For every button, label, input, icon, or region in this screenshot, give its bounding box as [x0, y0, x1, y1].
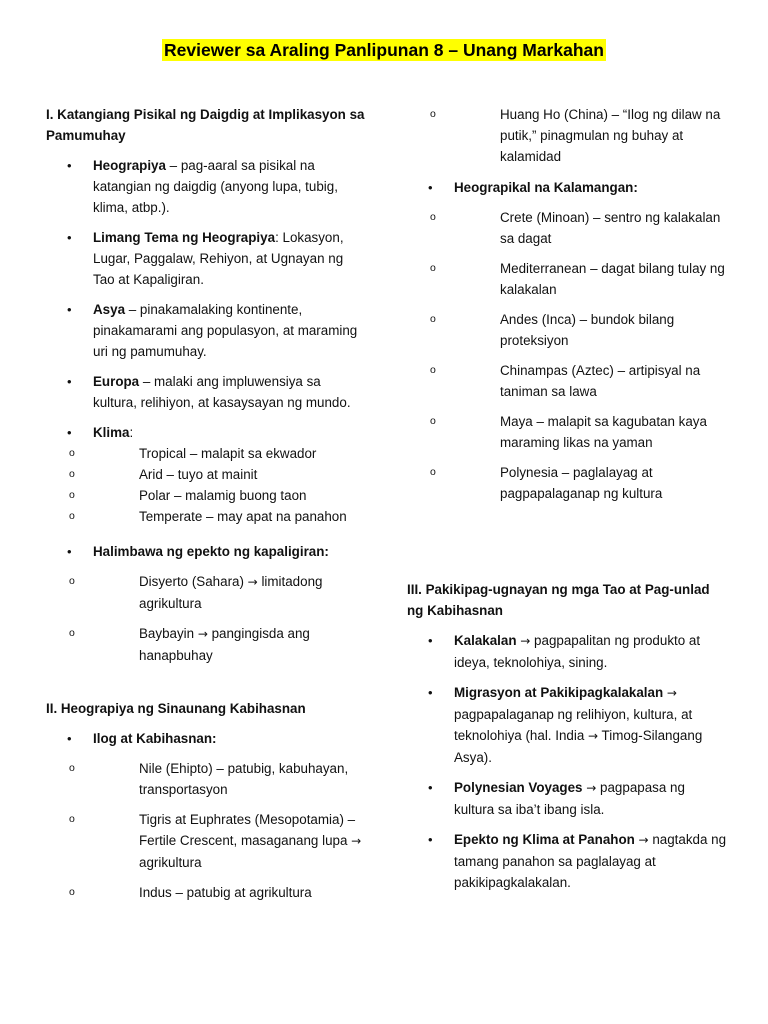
sub-item-text: pangingisda ang hanapbuhay [139, 626, 310, 663]
bullet-term: Asya [93, 302, 126, 317]
sub-item [46, 623, 366, 666]
bullet-term: Europa [93, 374, 140, 389]
bullet-text: pagpapalaganap ng relihiyon, kultura, at teknolohiya (hal. India [454, 707, 693, 743]
sub-item-text: Huang Ho (China) – “Ilog ng dilaw na putik,” pinagmulan ng buhay at kalamidad [500, 107, 721, 164]
bullet-term: Heograpikal na Kalamangan: [454, 180, 638, 195]
page-title-text: Reviewer sa Araling Panlipunan 8 – Unang Markahan [164, 40, 604, 60]
sub-item-text: Chinampas (Aztec) – artipisyal na taniman sa lawa [500, 363, 701, 399]
bullet-term: Limang Tema ng Heograpiya [93, 230, 276, 245]
sub-item-text: Maya – malapit sa kagubatan kaya maraming likas na yaman [500, 414, 707, 450]
sub-item [407, 207, 727, 249]
sub-item [46, 464, 366, 485]
arrow-icon: → [586, 781, 597, 795]
bullet-item [46, 155, 366, 218]
bullet-list [407, 177, 727, 504]
sub-item [46, 758, 366, 800]
bullet-term: Kalakalan [454, 633, 517, 648]
sub-item-text: Mediterranean – dagat bilang tulay ng kalakalan [500, 261, 725, 297]
sub-item [407, 104, 727, 167]
bullet-term: Klima [93, 425, 130, 440]
arrow-icon: → [638, 833, 649, 847]
sub-item-text: Tigris at Euphrates (Mesopotamia) – Fertile Crescent, masaganang lupa [139, 812, 356, 848]
sub-item [46, 506, 366, 527]
sub-item [46, 809, 366, 873]
sub-list [407, 207, 727, 504]
bullet-item [407, 829, 727, 893]
bullet-item-halimbawa [46, 541, 366, 666]
bullet-item-klima [46, 422, 366, 527]
arrow-icon: → [520, 634, 531, 648]
sub-item-text: Temperate – may apat na panahon [139, 509, 347, 524]
sub-item-text: Baybayin [139, 626, 198, 641]
bullet-text: pagpapalitan ng produkto at ideya, teknolohiya, sining. [454, 633, 701, 670]
arrow-icon: → [666, 686, 677, 700]
arrow-icon: → [197, 627, 208, 641]
bullet-term: Ilog at Kabihasnan: [93, 731, 217, 746]
sub-item-text: Arid – tuyo at mainit [139, 467, 258, 482]
bullet-text: Timog-Silangang Asya). [454, 728, 703, 765]
sub-item-text: Polar – malamig buong taon [139, 488, 307, 503]
bullet-text: : Lokasyon, Lugar, Paggalaw, Rehiyon, at Ugnayan ng Tao at Kapaligiran. [93, 230, 344, 287]
bullet-term: Heograpiya [93, 158, 166, 173]
bullet-list [407, 630, 727, 893]
arrow-icon: → [247, 575, 258, 589]
bullet-text: – pag-aaral sa pisikal na katangian ng daigdig (anyong lupa, tubig, klima, atbp.). [93, 158, 338, 215]
section-heading: III. Pakikipag-ugnayan ng mga Tao at Pag-unlad ng Kabihasnan [407, 582, 710, 618]
page-title [0, 40, 768, 61]
sub-item [407, 360, 727, 402]
bullet-text: – malaki ang impluwensiya sa kultura, relihiyon, at kasaysayan ng mundo. [93, 374, 351, 410]
bullet-text: nagtakda ng tamang panahon sa paglalayag at pakikipagkalakalan. [454, 832, 727, 890]
sub-item [46, 571, 366, 614]
sub-item [407, 462, 727, 504]
bullet-item [46, 299, 366, 362]
bullet-item [407, 777, 727, 820]
bullet-item [46, 371, 366, 413]
sub-list [407, 104, 727, 167]
sub-item [407, 258, 727, 300]
sub-item [407, 411, 727, 453]
bullet-item [46, 227, 366, 290]
sub-item-text: Tropical – malapit sa ekwador [139, 446, 317, 461]
section-heading: II. Heograpiya ng Sinaunang Kabihasnan [46, 701, 306, 716]
sub-list [46, 443, 366, 527]
sub-item [46, 443, 366, 464]
sub-item-text: Polynesia – paglalayag at pagpapalaganap ng kultura [500, 465, 663, 501]
sub-item-text: Crete (Minoan) – sentro ng kalakalan sa dagat [500, 210, 721, 246]
bullet-list [46, 155, 366, 666]
bullet-term: Migrasyon at Pakikipagkalakalan [454, 685, 664, 700]
bullet-item [407, 630, 727, 673]
sub-item [407, 309, 727, 351]
bullet-term: Halimbawa ng epekto ng kapaligiran: [93, 544, 329, 559]
sub-item [46, 485, 366, 506]
bullet-text: : [129, 425, 134, 440]
bullet-term: Polynesian Voyages [454, 780, 583, 795]
right-column [407, 104, 727, 893]
bullet-term: Epekto ng Klima at Panahon [454, 832, 635, 847]
sub-item-text: Andes (Inca) – bundok bilang proteksiyon [500, 312, 675, 348]
bullet-text: pagpapasa ng kultura sa iba’t ibang isla. [454, 780, 685, 817]
sub-list [46, 758, 366, 903]
sub-item-text: Indus – patubig at agrikultura [139, 885, 312, 900]
sub-item-text: agrikultura [139, 855, 202, 870]
sub-item-text: Nile (Ehipto) – patubig, kabuhayan, transportasyon [139, 761, 349, 797]
arrow-icon: → [351, 834, 362, 848]
bullet-item-ilog [46, 728, 366, 903]
section-heading: I. Katangiang Pisikal ng Daigdig at Implikasyon sa Pamumuhay [46, 107, 365, 143]
left-column [46, 104, 366, 903]
sub-item [46, 882, 366, 903]
arrow-icon: → [588, 729, 599, 743]
sub-item-text: limitadong agrikultura [139, 574, 323, 611]
bullet-list [46, 728, 366, 903]
sub-item-text: Disyerto (Sahara) [139, 574, 248, 589]
bullet-text: – pinakamalaking kontinente, pinakamarami ang populasyon, at maraming uri ng pamumuhay. [93, 302, 358, 359]
bullet-item [407, 682, 727, 768]
sub-list [46, 571, 366, 666]
bullet-item-kalamangan [407, 177, 727, 504]
